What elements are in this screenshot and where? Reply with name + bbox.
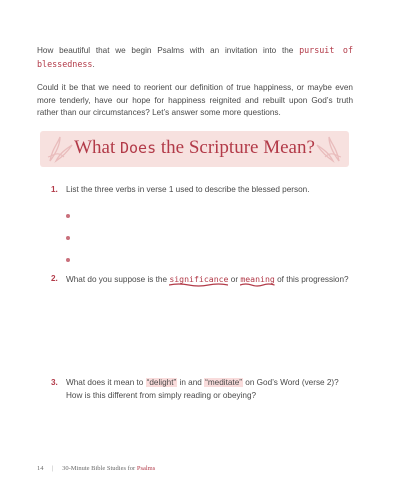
question-number: 2. bbox=[51, 274, 58, 283]
answer-bullet bbox=[66, 214, 70, 218]
handwritten-text: significance bbox=[169, 274, 229, 284]
book-brand: Psalms bbox=[136, 465, 156, 472]
handwritten-text: meaning bbox=[240, 274, 275, 284]
question-number: 1. bbox=[51, 185, 58, 194]
question-text: What does it mean to bbox=[66, 378, 144, 387]
footer-separator: | bbox=[52, 465, 54, 472]
book-title: 30-Minute Bible Studies bbox=[62, 465, 126, 472]
section-title bbox=[40, 137, 349, 159]
scribble-underline-icon bbox=[240, 283, 275, 287]
intro-paragraph-2: Could it be that we need to reorient our definition of true happiness, or maybe even more tenderly, have our hope for happiness reignited and rebuilt upon God’s truth rather than our circumstances? Let’s answer some more questions. bbox=[37, 83, 353, 117]
highlighted-word-meditate: “meditate” bbox=[205, 378, 242, 387]
handwritten-word-significance bbox=[169, 274, 228, 284]
book-title-for: for bbox=[127, 465, 136, 472]
question-text: What do you suppose is the bbox=[66, 275, 168, 284]
question-text: List the three verbs in verse 1 used to describe the blessed person. bbox=[66, 185, 310, 194]
question-1 bbox=[51, 184, 352, 197]
scribble-underline-icon bbox=[169, 283, 228, 287]
section-banner bbox=[40, 131, 349, 167]
question-text: or bbox=[230, 275, 239, 284]
title-part-what: What bbox=[74, 137, 116, 158]
title-part-rest: the Scripture Mean? bbox=[160, 137, 315, 158]
question-text: in and bbox=[179, 378, 202, 387]
question-number: 3. bbox=[51, 378, 58, 387]
question-3 bbox=[51, 377, 352, 402]
intro-text: How beautiful that we begin Psalms with an invitation into the bbox=[37, 46, 294, 55]
leaf-decoration-icon bbox=[313, 135, 343, 163]
title-part-does: Does bbox=[119, 139, 157, 157]
handwritten-word-meaning bbox=[240, 274, 275, 284]
handwritten-phrase: pursuit of blessedness bbox=[37, 45, 353, 69]
question-text: of this progression? bbox=[277, 275, 349, 284]
question-text: on God’s Word (verse 2)? How is this different from simply reading or obeying? bbox=[66, 378, 339, 400]
answer-bullet bbox=[66, 258, 70, 262]
question-2 bbox=[51, 273, 352, 287]
highlighted-word-delight: “delight” bbox=[146, 378, 177, 387]
page-number: 14 bbox=[37, 465, 44, 472]
intro-paragraph-1 bbox=[37, 44, 353, 71]
answer-bullet bbox=[66, 236, 70, 240]
intro-period: . bbox=[92, 59, 95, 69]
page-footer bbox=[37, 465, 155, 472]
